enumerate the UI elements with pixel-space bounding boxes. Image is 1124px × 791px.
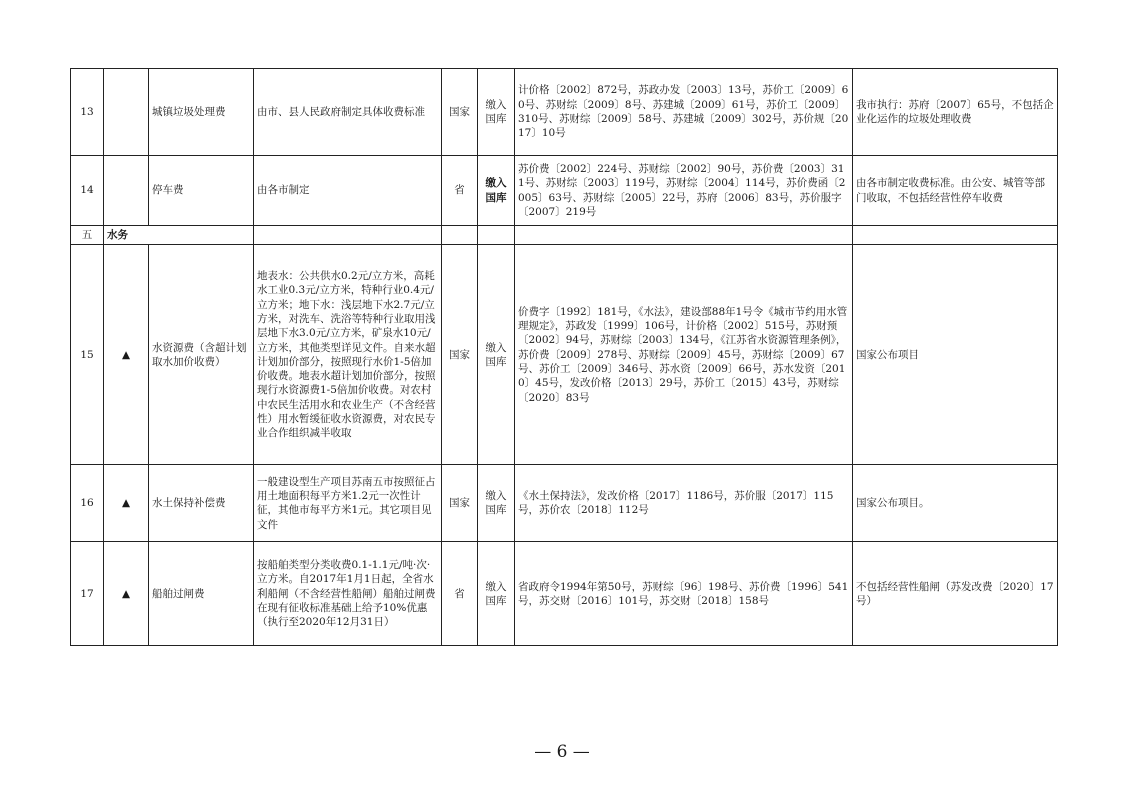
fee-standard: 由市、县人民政府制定具体收费标准 xyxy=(254,69,442,156)
fee-standard: 地表水：公共供水0.2元/立方米，高耗水工业0.3元/立方米，特种行业0.4元/立方米；地下水：浅层地下水2.7元/立方米，对洗车、洗浴等特种行业取用浅层地下水3.0元/立方米，矿泉水10元/立方米，其他类型详见文件。自来水超计划加价部分，按照现行水价1-5倍加价收费。地表水超计划加价部分，按照现行水资源费1-5倍加价收费。对农村中农民生活用水和农业生产（不含经营性）用水暂缓征收水资源费，对农民专业合作组织减半收取 xyxy=(254,245,442,465)
page-number: — 6 — xyxy=(534,742,590,762)
table-row xyxy=(71,69,1058,156)
public-item-mark: ▲ xyxy=(104,245,149,465)
policy-basis: 价费字〔1992〕181号，《水法》，建设部88年1号令《城市节约用水管理规定》，苏政发〔1999〕106号，计价格〔2002〕515号，苏财预〔2002〕94号，苏财综〔2003〕134号，《江苏省水资源管理条例》，苏价费〔2009〕278号、苏财综〔2009〕45号，苏财综〔2009〕67号、苏价工〔2009〕346号、苏水资〔2009〕66号，苏水发资〔2010〕45号，发改价格〔2013〕29号，苏价工〔2015〕43号，苏财综〔2020〕83号 xyxy=(515,245,853,465)
policy-basis: 计价格〔2002〕872号，苏政办发〔2003〕13号，苏价工〔2009〕60号、苏财综〔2009〕8号、苏建城〔2009〕61号，苏价工〔2009〕310号、苏财综〔2009〕58号、苏建城〔2009〕302号，苏价规〔2017〕10号 xyxy=(515,69,853,156)
table-row xyxy=(71,245,1058,465)
public-item-mark: ▲ xyxy=(104,542,149,646)
public-item-mark xyxy=(104,69,149,156)
policy-basis: 省政府令1994年第50号，苏财综〔96〕198号、苏价费〔1996〕541号，苏交财〔2016〕101号，苏交财〔2018〕158号 xyxy=(515,542,853,646)
remark: 国家公布项目 xyxy=(853,245,1058,465)
remark: 由各市制定收费标准。由公安、城管等部门收取，不包括经营性停车收费 xyxy=(853,156,1058,226)
fund-destination: 缴入国库 xyxy=(478,465,515,542)
approval-level: 国家 xyxy=(442,69,478,156)
row-number: 13 xyxy=(71,69,104,156)
row-number: 14 xyxy=(71,156,104,226)
fee-name: 停车费 xyxy=(149,156,254,226)
fee-standard: 由各市制定 xyxy=(254,156,442,226)
policy-basis: 《水土保持法》，发改价格〔2017〕1186号，苏价服〔2017〕115号，苏价农〔2018〕112号 xyxy=(515,465,853,542)
fee-name: 城镇垃圾处理费 xyxy=(149,69,254,156)
row-number: 15 xyxy=(71,245,104,465)
approval-level: 省 xyxy=(442,156,478,226)
fund-destination: 缴入国库 xyxy=(478,542,515,646)
remark: 不包括经营性船闸（苏发改费〔2020〕17号） xyxy=(853,542,1058,646)
approval-level: 省 xyxy=(442,542,478,646)
table-row xyxy=(71,465,1058,542)
fund-destination: 缴入国库 xyxy=(478,69,515,156)
approval-level: 国家 xyxy=(442,245,478,465)
row-number: 17 xyxy=(71,542,104,646)
table-row xyxy=(71,542,1058,646)
section-number: 五 xyxy=(71,226,104,245)
fee-name: 水资源费（含超计划取水加价收费） xyxy=(149,245,254,465)
row-number: 16 xyxy=(71,465,104,542)
public-item-mark: ▲ xyxy=(104,465,149,542)
remark: 国家公布项目。 xyxy=(853,465,1058,542)
section-row xyxy=(71,226,1058,245)
remark: 我市执行：苏府〔2007〕65号，不包括企业化运作的垃圾处理收费 xyxy=(853,69,1058,156)
fee-standard: 一般建设型生产项目苏南五市按照征占用土地面积每平方米1.2元一次性计征，其他市每平方米1元。其它项目见文件 xyxy=(254,465,442,542)
fund-destination: 缴入国库 xyxy=(478,156,515,226)
fee-table xyxy=(70,68,1058,646)
section-title: 水务 xyxy=(104,226,254,245)
policy-basis: 苏价费〔2002〕224号、苏财综〔2002〕90号，苏价费〔2003〕311号、苏财综〔2003〕119号，苏财综〔2004〕114号，苏价费函〔2005〕63号、苏财综〔2005〕22号，苏府〔2006〕83号，苏价服字〔2007〕219号 xyxy=(515,156,853,226)
fee-standard: 按船舶类型分类收费0.1-1.1元/吨·次·立方米。自2017年1月1日起，全省水利船闸（不含经营性船闸）船舶过闸费在现有征收标准基础上给予10%优惠（执行至2020年12月31日） xyxy=(254,542,442,646)
fund-destination: 缴入国库 xyxy=(478,245,515,465)
fee-name: 船舶过闸费 xyxy=(149,542,254,646)
fee-name: 水土保持补偿费 xyxy=(149,465,254,542)
public-item-mark xyxy=(104,156,149,226)
table-row xyxy=(71,156,1058,226)
approval-level: 国家 xyxy=(442,465,478,542)
